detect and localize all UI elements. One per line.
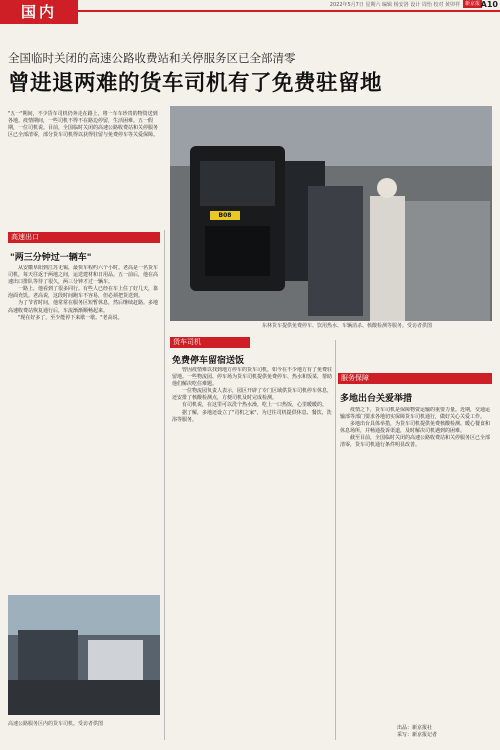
page-header xyxy=(0,0,500,21)
article-lead: "五一"期间，不少货车司机仍奔走在路上，将一车车珍贵的物资送到各地。疫情期间，一些司机不得不在路边停留，生活困难。五一假期，一位司机说。目前，全国临时关闭的高速公路收费站和关停服务区已全部清零，部分货车司机得以获得驻留与免费停车等关爱保障。 xyxy=(8,111,159,138)
column-divider xyxy=(164,230,165,740)
section2-bar xyxy=(170,337,250,348)
section1-title: 高速出口 xyxy=(11,233,39,241)
paragraph: 一位物流园负责人表示，园区开辟了专门区域供货车司机停车休息，还安排了核酸检测点，方便司机及时完成检测。 xyxy=(172,388,332,402)
paragraph: 曾因疫情难以找到地方停车的货车司机，如今在不少地方有了免费驻留地。一些物流园、停车场为货车司机提供免费停车、热水和饭菜，帮助他们解决吃住难题。 xyxy=(172,367,332,388)
paragraph: 据了解，多地还设立了"司机之家"，为过往司机提供休息、餐饮、洗浴等服务。 xyxy=(172,409,332,423)
section1-body xyxy=(8,265,160,590)
paragraph: 截至目前，全国临时关闭的高速公路收费站和关停服务区已全部清零，货车司机通行条件明显改善。 xyxy=(340,435,491,449)
header-badge: 新京报 xyxy=(464,1,480,7)
section1-heading: "两三分钟过一辆车" xyxy=(10,253,92,263)
header-date-info: 2022年5月7日 星期六 编辑 杨安洛 设计 周怡 校对 黄卯祥 xyxy=(329,2,460,8)
paragraph: 一路上，他看到了很多同行。有些人已经在车上住了好几天，靠泡面充饥。老高说，这段时间跑车不容易，但必须把货送到。 xyxy=(8,286,159,300)
paragraph: 疫情之下，货车司机是保障物资运输的重要力量。近期，交通运输部等部门要求各地切实保障货车司机通行，做好关心关爱工作。 xyxy=(340,407,491,421)
section3-title: 服务保障 xyxy=(341,374,369,382)
section2-body xyxy=(172,367,332,742)
service-area-illustration xyxy=(8,595,160,715)
paragraph: 多地出台具体举措，为货车司机提供免费核酸检测、暖心餐食和休息场所，并畅通投诉渠道，及时解决司机遇到的困难。 xyxy=(340,421,491,435)
section2-heading: 免费停车留宿送饭 xyxy=(172,356,245,366)
truck-plate: B08 xyxy=(218,212,232,219)
figure-caption: 高速公路服务区内的货车司机。受访者供图 xyxy=(8,721,104,727)
paragraph: 为了节省时间，他常常在服务区短暂休息，然后继续赶路。多地高速收费站恢复通行后，车流渐渐顺畅起来。 xyxy=(8,300,159,314)
column-divider xyxy=(335,340,336,740)
article-subhead: 全国临时关闭的高速公路收费站和关停服务区已全部清零 xyxy=(8,51,296,65)
byline: 出品：新京报社 采写：新京报记者 xyxy=(397,725,438,738)
main-photo xyxy=(170,106,492,321)
page-number: A10 xyxy=(480,0,498,9)
section3-body xyxy=(340,407,492,719)
paragraph: 有司机说，在这里可以洗个热水澡，吃上一口热饭，心里暖暖的。 xyxy=(182,402,328,409)
section3-bar xyxy=(338,373,492,384)
header-rule xyxy=(78,10,500,12)
article-headline: 曾进退两难的货车司机有了免费驻留地 xyxy=(8,71,383,96)
section-tag: 国内 xyxy=(0,0,78,24)
section2-title: 货车司机 xyxy=(173,338,201,346)
paragraph: 从安徽阜阳到江苏无锡，最快车程约六个小时。老高是一名货车司机，每天往返于两地之间，运送建材和日用品。五一前后，他在高速出口排队等待了很久，两三分钟才过一辆车。 xyxy=(8,265,159,286)
section1-bar xyxy=(8,232,160,243)
section3-heading: 多地出台关爱举措 xyxy=(340,394,413,404)
figure-photo xyxy=(8,595,160,715)
photo-caption: 东林货车提供免费停车、饮用热水、车辆消杀、核酸检测等服务。受访者供图 xyxy=(262,323,433,329)
paragraph: "现在好多了，至少能停下来歇一歇。"老高说。 xyxy=(18,314,123,321)
